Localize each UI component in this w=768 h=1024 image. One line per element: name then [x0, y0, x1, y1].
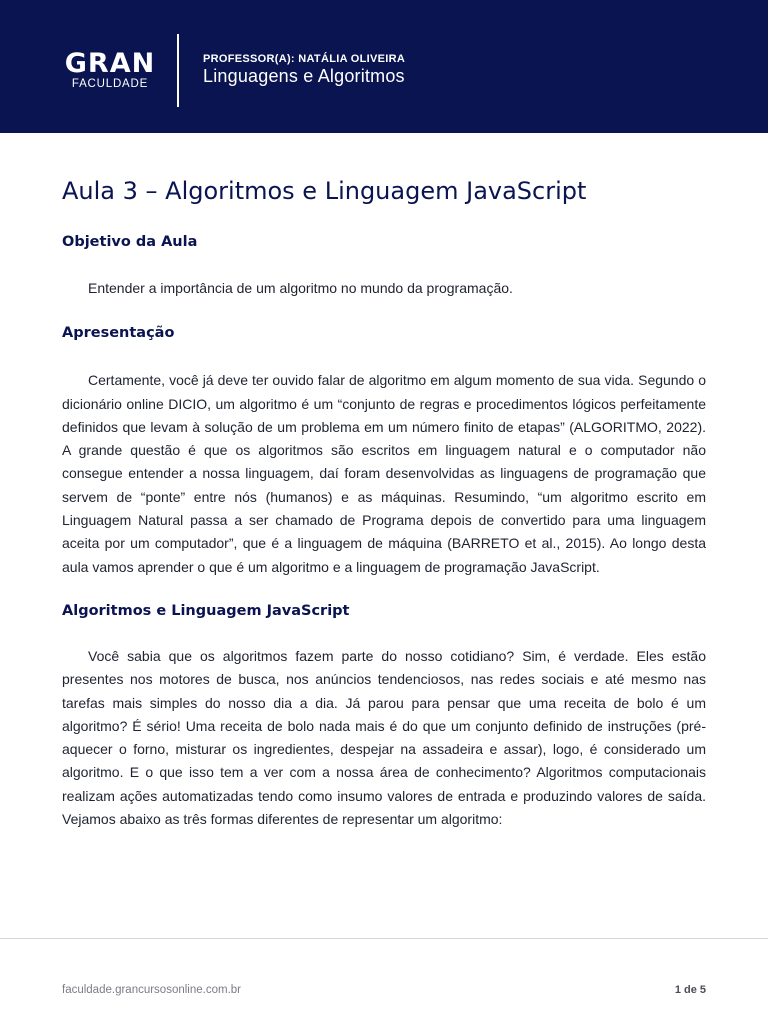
section-text-objetivo: Entender a importância de um algoritmo no mundo da programação. [88, 280, 513, 296]
professor-label: PROFESSOR(A): NATÁLIA OLIVEIRA [203, 53, 406, 65]
header-divider [177, 34, 179, 107]
section-heading-objetivo: Objetivo da Aula [62, 234, 198, 250]
lesson-title: Aula 3 – Algoritmos e Linguagem JavaScript [62, 177, 587, 205]
document-body [62, 170, 706, 831]
logo-subtitle: FACULDADE [71, 78, 149, 90]
page-header [0, 0, 768, 133]
logo-wordmark: GRAN [64, 48, 156, 79]
course-title: Linguagens e Algoritmos [203, 66, 405, 86]
section-heading-apresentacao: Apresentação [62, 325, 175, 342]
section-text-apresentacao: Certamente, você já deve ter ouvido falar de algoritmo em algum momento de sua vida. Segundo o dicionário online DICIO, um algoritmo é um “conjunto de regras e procedimentos lógicos perfeitamente definidos que levam à solução de um problema em um número finito de etapas” (ALGORITMO, 2022). A grande questão é que os algoritmos são escritos em linguagem natural e o computador não consegue entender a nossa linguagem, daí foram desenvolvidas as linguagens de programação que servem de “ponte” entre nós (humanos) e as máquinas. Resumindo, “um algoritmo escrito em Linguagem Natural passa a ser chamado de Programa depois de convertido para uma linguagem aceita por um computador”, que é a linguagem de máquina (BARRETO et al., 2015). Ao longo desta aula vamos aprender o que é um algoritmo e a linguagem de programação JavaScript. [62, 372, 706, 575]
gran-faculdade-logo [60, 50, 160, 91]
footer-divider [0, 938, 768, 939]
section-text-algoritmos: Você sabia que os algoritmos fazem parte do nosso cotidiano? Sim, é verdade. Eles estão presentes nos motores de busca, nos anúncios tendenciosos, nas redes sociais e até mesmo nas tarefas mais simples do nosso dia a dia. Já parou para pensar que uma receita de bolo é um algoritmo? É sério! Uma receita de bolo nada mais é do que um conjunto definido de instruções (pré-aquecer o forno, misturar os ingredientes, despejar na assadeira e assar), logo, é considerado um algoritmo. E o que isso tem a ver com a nossa área de conhecimento? Algoritmos computacionais realizam ações automatizadas tendo como insumo valores de entrada e produzindo valores de saída. Vejamos abaixo as três formas diferentes de representar um algoritmo: [62, 647, 706, 828]
footer-url: faculdade.grancursosonline.com.br [62, 984, 241, 996]
page-number: 1 de 5 [674, 984, 706, 996]
section-heading-algoritmos: Algoritmos e Linguagem JavaScript [62, 602, 350, 619]
